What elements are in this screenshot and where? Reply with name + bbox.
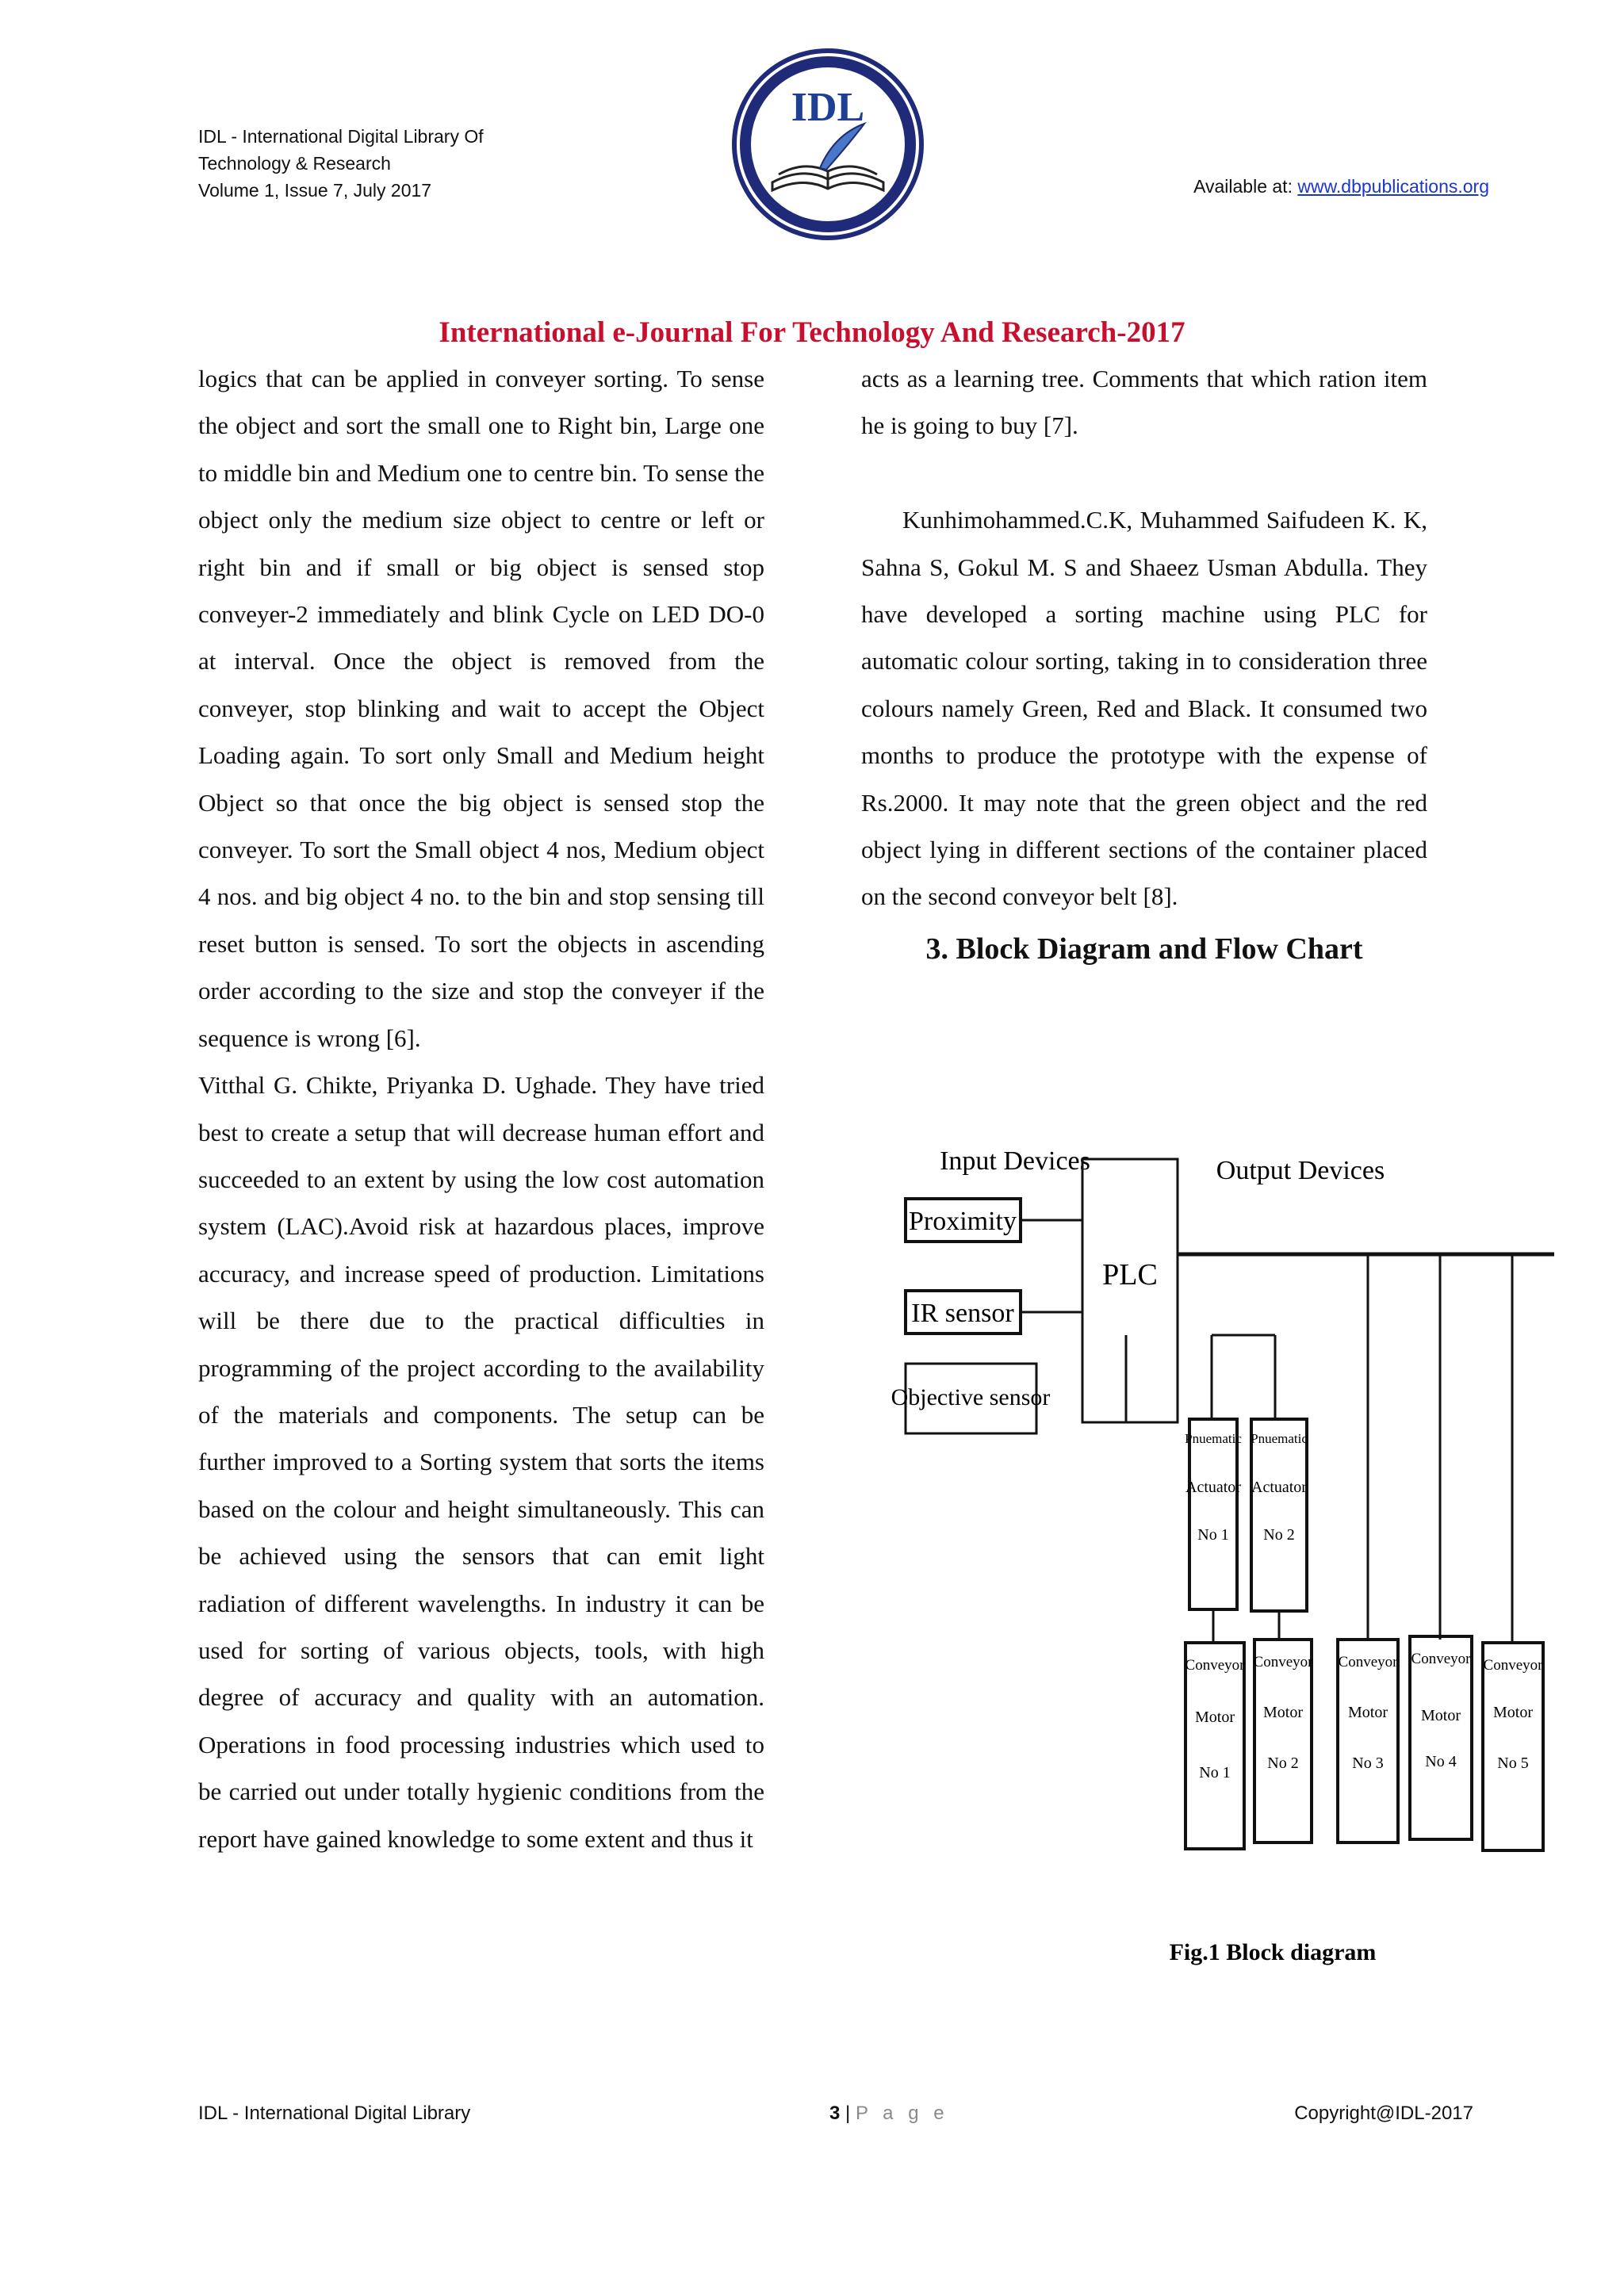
motor-1-line3: No 1 [1199, 1764, 1231, 1781]
output-devices-label: Output Devices [1216, 1156, 1385, 1185]
page-separator: | [840, 2103, 856, 2124]
motor-1-line2: Motor [1195, 1709, 1235, 1726]
actuator-1-line2: Actuator [1185, 1479, 1241, 1496]
footer-page [829, 2103, 949, 2125]
motor-1-box [1185, 1643, 1244, 1849]
block-diagram [888, 1126, 1570, 1998]
motor-2-line3: No 2 [1267, 1755, 1299, 1772]
motor-5-line3: No 5 [1497, 1755, 1529, 1772]
header-library-name: IDL - International Digital Library Of [198, 126, 484, 147]
input-ir-sensor: IR sensor [911, 1299, 1014, 1328]
motor-2-line2: Motor [1263, 1704, 1303, 1721]
available-label: Available at: [1193, 176, 1298, 197]
right-column [861, 355, 1427, 974]
logo-text: IDL [791, 85, 865, 130]
left-paragraph-1: logics that can be applied in conveyer sorting. To sense the object and sort the small one to Right bin, Large one to middle bin and Medium one to centre bin. To sense the object only the medium size object to centre or left or right bin and if small or big object is sensed stop conveyer-2 immediately and blink Cycle on LED DO-0 at interval. Once the object is removed from the conveyer, stop blinking and wait to accept the Object Loading again. To sort only Small and Medium height Object so that once the big object is sensed stop the conveyer. To sort the Small object 4 nos, Medium object 4 nos. and big object 4 no. to the bin and stop sensing till reset button is sensed. To sort the objects in ascending order according to the size and stop the conveyer if the sequence is wrong [6]. [198, 365, 764, 1052]
motor-3-line3: No 3 [1352, 1755, 1384, 1772]
motor-3-line1: Conveyor [1338, 1654, 1398, 1670]
page-word: P a g e [855, 2103, 949, 2124]
footer-copyright: Copyright@IDL-2017 [1294, 2103, 1473, 2124]
actuator-2-line1: Pnuematic [1251, 1431, 1308, 1446]
actuator-2-line2: Actuator [1251, 1479, 1307, 1496]
journal-title: International e-Journal For Technology And Research-2017 [439, 316, 1185, 349]
right-paragraph-2: Kunhimohammed.C.K, Muhammed Saifudeen K. K, Sahna S, Gokul M. S and Shaeez Usman Abdulla. They have developed a sorting machine using PLC for automatic colour sorting, taking in to consideration three colours namely Green, Red and Black. It consumed two months to produce the prototype with the expense of Rs.2000. It may note that the green object and the red object lying in different sections of the container placed on the second conveyor belt [8]. [861, 506, 1427, 911]
header-right [1193, 173, 1489, 200]
motor-5-box [1483, 1643, 1543, 1850]
input-devices-label: Input Devices [940, 1146, 1090, 1176]
motor-2-line1: Conveyor [1253, 1654, 1313, 1670]
figure-caption: Fig.1 Block diagram [1169, 1939, 1377, 1965]
actuator-1-box [1189, 1419, 1237, 1609]
actuator-2-box [1251, 1419, 1307, 1611]
idl-logo [731, 48, 925, 241]
right-paragraph-1: acts as a learning tree. Comments that which ration item he is going to buy [7]. [861, 365, 1427, 440]
left-column [198, 355, 764, 1862]
header-volume-issue: Volume 1, Issue 7, July 2017 [198, 180, 432, 201]
header-library-name-cont: Technology & Research [198, 153, 391, 174]
motor-5-line2: Motor [1493, 1704, 1533, 1721]
actuator-2-line3: No 2 [1263, 1526, 1295, 1544]
actuator-1-line3: No 1 [1197, 1526, 1229, 1544]
section-heading: 3. Block Diagram and Flow Chart [925, 932, 1363, 966]
header-left [198, 123, 484, 204]
motor-4-line2: Motor [1421, 1707, 1461, 1724]
actuator-1-line1: Pnuematic [1185, 1431, 1242, 1446]
plc-label: PLC [1102, 1258, 1158, 1292]
motor-4-line1: Conveyor [1411, 1651, 1471, 1667]
footer-left: IDL - International Digital Library [198, 2103, 471, 2124]
motor-1-line1: Conveyor [1185, 1657, 1245, 1674]
motor-4-line3: No 4 [1425, 1753, 1457, 1770]
motor-5-line1: Conveyor [1483, 1657, 1543, 1674]
input-objective-sensor: Objective sensor [891, 1384, 1051, 1410]
page-number: 3 [829, 2103, 841, 2124]
motor-3-line2: Motor [1348, 1704, 1388, 1721]
input-proximity: Proximity [908, 1207, 1017, 1236]
publications-link[interactable]: www.dbpublications.org [1297, 176, 1489, 197]
left-paragraph-2: Vitthal G. Chikte, Priyanka D. Ughade. They have tried best to create a setup that will decrease human effort and succeeded to an extent by using the low cost automation system (LAC).Avoid risk at hazardous places, improve accuracy, and increase speed of production. Limitations will be there due to the practical difficulties in programming of the project according to the availability of the materials and components. The setup can be further improved to a Sorting system that sorts the items based on the colour and height simultaneously. This can be achieved using the sensors that can emit light radiation of different wavelengths. In industry it can be used for sorting of various objects, tools, with high degree of accuracy and quality with an automation. Operations in food processing industries which used to be carried out under totally hygienic conditions from the report have gained knowledge to some extent and thus it [198, 1071, 764, 1853]
